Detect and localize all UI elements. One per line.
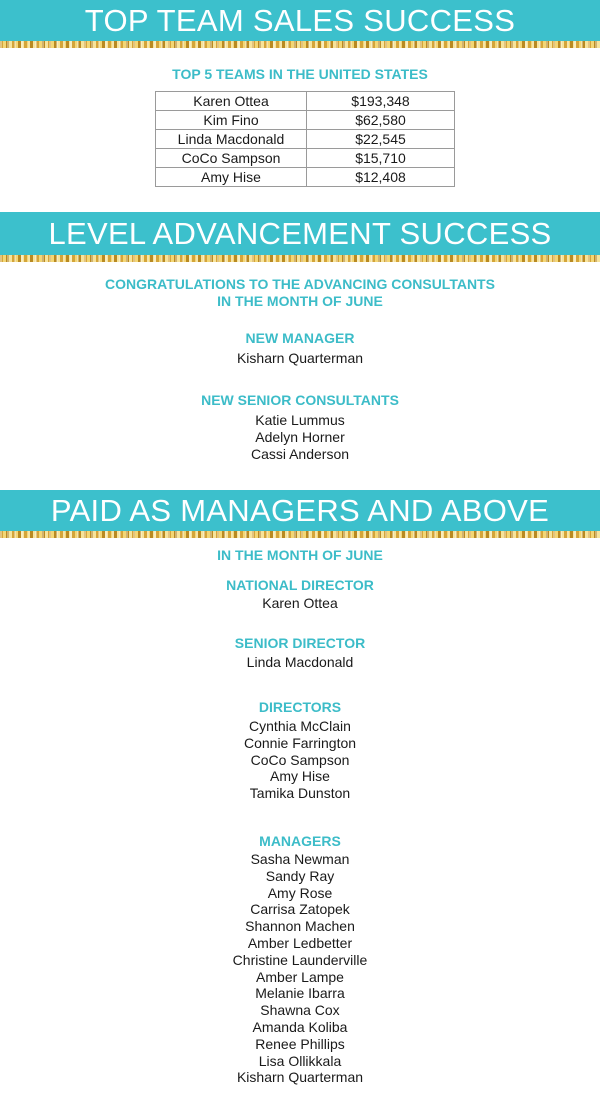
team-leader-name: Kim Fino <box>156 111 307 130</box>
list-item: Amy Rose <box>267 884 333 901</box>
section-title: PAID AS MANAGERS AND ABOVE <box>50 493 550 528</box>
list-item: Adelyn Horner <box>255 428 345 445</box>
new-senior-heading: NEW SENIOR CONSULTANTS <box>201 392 399 408</box>
new-manager-heading: NEW MANAGER <box>245 330 355 346</box>
list-item: Sandy Ray <box>265 867 335 884</box>
team-sales-amount: $22,545 <box>307 130 455 149</box>
team-sales-amount: $15,710 <box>307 149 455 168</box>
gold-glitter-divider <box>0 255 600 262</box>
gold-glitter-divider <box>0 41 600 48</box>
table-row <box>156 149 455 168</box>
team-sales-amount: $62,580 <box>307 111 455 130</box>
list-item: Melanie Ibarra <box>255 985 345 1002</box>
month-heading: IN THE MONTH OF JUNE <box>217 547 383 563</box>
list-item: Tamika Dunston <box>249 785 351 802</box>
list-item: Cynthia McClain <box>249 718 351 734</box>
list-item: Kisharn Quarterman <box>236 1069 364 1086</box>
team-sales-amount: $193,348 <box>307 92 455 111</box>
team-leader-name: Karen Ottea <box>156 92 307 111</box>
congrats-line-1: CONGRATULATIONS TO THE ADVANCING CONSULTANTS <box>105 276 495 292</box>
national-director-heading: NATIONAL DIRECTOR <box>226 577 374 593</box>
team-leader-name: Linda Macdonald <box>156 130 307 149</box>
banner-level-advancement <box>0 212 600 256</box>
list-item: Shawna Cox <box>260 1002 340 1019</box>
team-sales-amount: $12,408 <box>307 168 455 187</box>
list-item: Shannon Machen <box>245 918 355 935</box>
list-item: Amber Ledbetter <box>247 934 353 951</box>
list-item: Amy Hise <box>270 768 330 785</box>
section-title: LEVEL ADVANCEMENT SUCCESS <box>48 216 552 251</box>
table-row <box>156 111 455 130</box>
table-row <box>156 168 455 187</box>
list-item: Connie Farrington <box>243 734 357 751</box>
top-teams-subtitle: TOP 5 TEAMS IN THE UNITED STATES <box>172 66 428 82</box>
banner-top-team-sales <box>0 0 600 42</box>
directors-heading: DIRECTORS <box>258 699 342 715</box>
gold-glitter-divider <box>0 531 600 538</box>
list-item: CoCo Sampson <box>250 751 350 768</box>
team-leader-name: CoCo Sampson <box>156 149 307 168</box>
banner-paid-as-managers <box>0 490 600 532</box>
new-manager-name: Kisharn Quarterman <box>236 350 364 366</box>
list-item: Christine Launderville <box>232 951 368 968</box>
team-leader-name: Amy Hise <box>156 168 307 187</box>
list-item: Sasha Newman <box>250 851 350 867</box>
directors-list <box>0 718 600 802</box>
list-item: Lisa Ollikkala <box>258 1052 342 1069</box>
list-item: Renee Phillips <box>255 1035 345 1052</box>
top-teams-table <box>155 91 455 187</box>
new-senior-list <box>0 412 600 462</box>
table-row <box>156 130 455 149</box>
managers-list <box>0 851 600 1086</box>
national-director-name: Karen Ottea <box>262 595 338 611</box>
list-item: Cassi Anderson <box>250 445 350 462</box>
congrats-line-2: IN THE MONTH OF JUNE <box>217 293 383 309</box>
list-item: Carrisa Zatopek <box>250 901 350 918</box>
section-title: TOP TEAM SALES SUCCESS <box>84 3 516 38</box>
managers-heading: MANAGERS <box>259 833 341 849</box>
table-row <box>156 92 455 111</box>
list-item: Katie Lummus <box>255 412 345 428</box>
senior-director-heading: SENIOR DIRECTOR <box>234 635 366 651</box>
list-item: Amber Lampe <box>256 968 344 985</box>
list-item: Amanda Koliba <box>252 1018 348 1035</box>
senior-director-name: Linda Macdonald <box>246 654 354 670</box>
